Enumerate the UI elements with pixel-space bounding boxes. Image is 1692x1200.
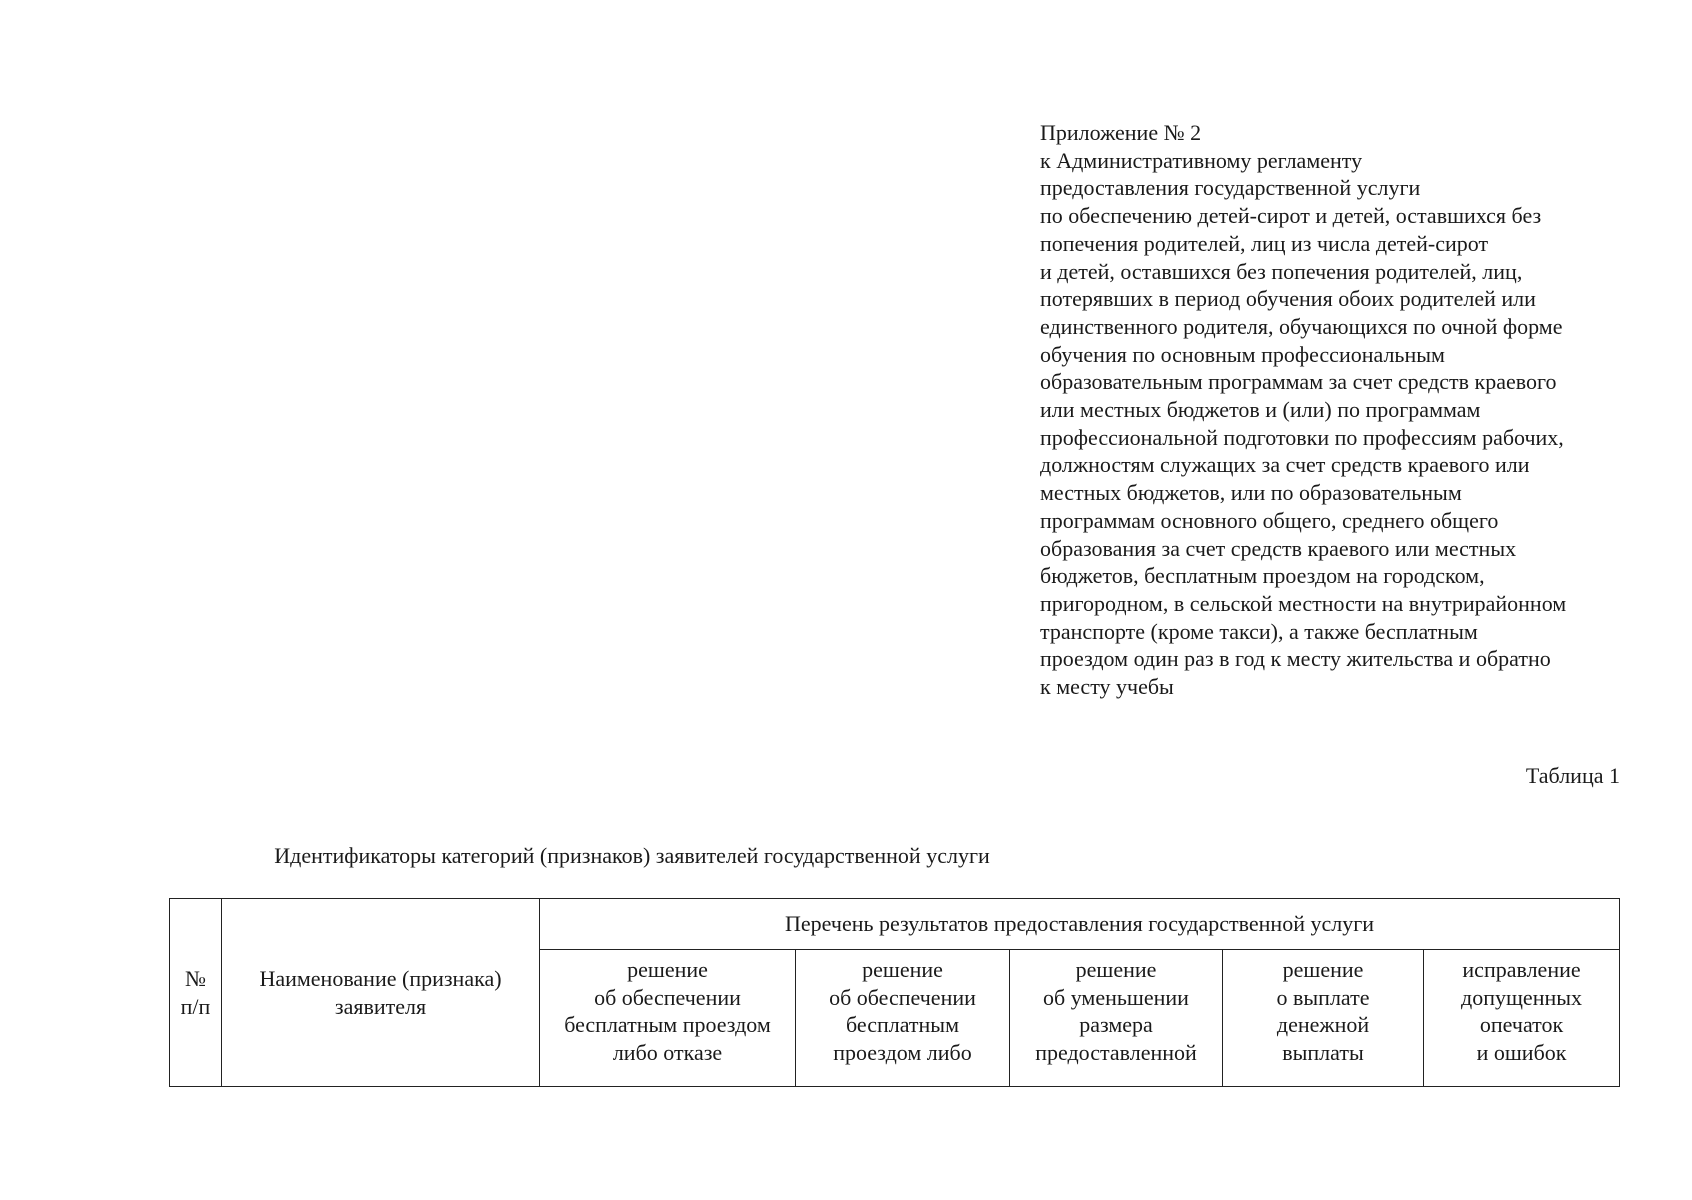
appendix-line: образовательным программам за счет средств краевого bbox=[1040, 369, 1557, 395]
appendix-line: и детей, оставшихся без попечения родителей, лиц, bbox=[1040, 258, 1523, 284]
header-result-free-travel-or bbox=[796, 950, 1010, 1087]
appendix-line: программам основного общего, среднего общего bbox=[1040, 507, 1499, 533]
appendix-line: Приложение № 2 bbox=[1040, 120, 1202, 145]
appendix-line: профессиональной подготовки по профессиям рабочих, bbox=[1040, 424, 1564, 450]
header-result-line: денежной bbox=[1276, 1012, 1370, 1037]
appendix-line: обучения по основным профессиональным bbox=[1040, 341, 1445, 367]
header-result-line: допущенных bbox=[1461, 984, 1583, 1010]
table-number-label: Таблица 1 bbox=[1525, 763, 1620, 788]
header-applicant-name bbox=[222, 899, 540, 1087]
appendix-line: предоставления государственной услуги bbox=[1040, 175, 1421, 201]
header-result-line: о выплате bbox=[1276, 984, 1370, 1010]
header-result-correction bbox=[1424, 950, 1620, 1087]
applicant-identifiers-table bbox=[169, 898, 1620, 1087]
header-result-line: решение bbox=[627, 957, 708, 982]
appendix-line: должностям служащих за счет средств краевого или bbox=[1040, 452, 1530, 478]
header-result-line: и ошибок bbox=[1476, 1039, 1567, 1065]
header-result-line: решение bbox=[862, 957, 943, 982]
appendix-line: или местных бюджетов и (или) по программам bbox=[1040, 397, 1481, 423]
header-applicant-name-line: заявителя bbox=[334, 993, 427, 1019]
header-result-line: опечаток bbox=[1479, 1012, 1564, 1037]
header-result-line: выплаты bbox=[1282, 1039, 1364, 1065]
appendix-line: местных бюджетов, или по образовательным bbox=[1040, 480, 1462, 506]
appendix-line: по обеспечению детей-сирот и детей, оставшихся без bbox=[1040, 203, 1542, 229]
header-result-line: проездом либо bbox=[833, 1039, 972, 1065]
header-result-line: бесплатным проездом bbox=[564, 1012, 771, 1037]
appendix-line: проездом один раз в год к месту жительства и обратно bbox=[1040, 646, 1551, 672]
appendix-line: потерявших в период обучения обоих родителей или bbox=[1040, 286, 1536, 312]
header-number-line: № bbox=[185, 966, 206, 991]
appendix-line: к Административному регламенту bbox=[1040, 147, 1363, 173]
table-title bbox=[0, 842, 1432, 870]
table-header-row-1 bbox=[170, 899, 1620, 950]
header-results-group: Перечень результатов предоставления государственной услуги bbox=[540, 899, 1620, 950]
appendix-line: попечения родителей, лиц из числа детей-сирот bbox=[1040, 230, 1489, 256]
appendix-line: пригородном, в сельской местности на внутрирайонном bbox=[1040, 590, 1567, 616]
header-result-line: об обеспечении bbox=[594, 984, 741, 1010]
appendix-line: транспорте (кроме такси), а также бесплатным bbox=[1040, 618, 1478, 644]
appendix-line: образования за счет средств краевого или местных bbox=[1040, 535, 1517, 561]
header-result-line: предоставленной bbox=[1035, 1039, 1197, 1065]
header-result-reduction-decision bbox=[1010, 950, 1223, 1087]
header-result-line: решение bbox=[1075, 957, 1157, 982]
header-result-free-travel-decision bbox=[540, 950, 796, 1087]
table-title-text: Идентификаторы категорий (признаков) заявителей государственной услуги bbox=[274, 843, 990, 868]
header-applicant-name-line: Наименование (признака) bbox=[259, 966, 502, 991]
header-result-payment-decision bbox=[1223, 950, 1424, 1087]
header-number-line: п/п bbox=[180, 993, 211, 1019]
header-result-line: размера bbox=[1079, 1012, 1153, 1037]
header-result-line: либо отказе bbox=[612, 1039, 723, 1065]
header-result-line: решение bbox=[1282, 957, 1364, 982]
appendix-line: единственного родителя, обучающихся по очной форме bbox=[1040, 313, 1563, 339]
header-number bbox=[170, 899, 222, 1087]
header-result-line: исправление bbox=[1462, 957, 1581, 982]
header-result-line: об уменьшении bbox=[1043, 984, 1189, 1010]
appendix-header bbox=[1040, 119, 1680, 701]
header-result-line: бесплатным bbox=[845, 1012, 960, 1037]
appendix-line: бюджетов, бесплатным проездом на городском, bbox=[1040, 563, 1485, 589]
header-result-line: об обеспечении bbox=[829, 984, 976, 1010]
appendix-line: к месту учебы bbox=[1040, 674, 1174, 700]
